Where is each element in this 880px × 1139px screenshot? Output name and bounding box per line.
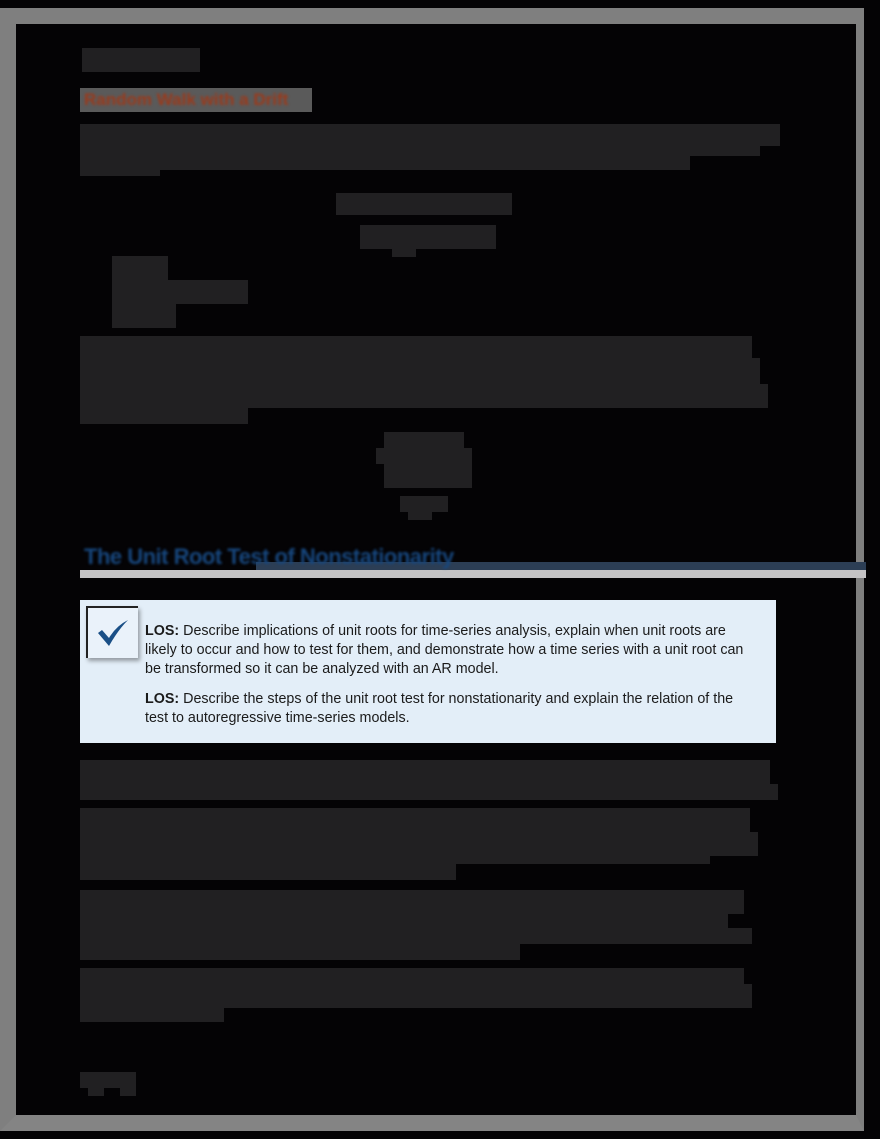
los-description: Describe implications of unit roots for time-series analysis, explain when unit roots are likely to occur and how to test for them, and demonstrate how a time series with a unit root can be transformed so it can be analyzed with an AR model. xyxy=(145,623,744,677)
check-tile xyxy=(86,606,138,658)
los-item xyxy=(145,622,745,679)
los-item xyxy=(145,690,745,728)
section-heading-block xyxy=(76,542,866,582)
los-label: LOS: xyxy=(145,623,180,639)
los-description: Describe the steps of the unit root test for nonstationarity and explain the relation of the test to autoregressive time-series models. xyxy=(145,691,734,726)
los-label: LOS: xyxy=(145,691,180,707)
sub-heading xyxy=(80,88,312,112)
running-header xyxy=(82,48,200,72)
los-text xyxy=(145,622,745,739)
sub-heading-text: Random Walk with a Drift xyxy=(84,90,289,109)
page-number xyxy=(80,1072,136,1096)
los-box xyxy=(80,600,776,743)
heading-rule-light xyxy=(80,570,866,578)
section-heading: The Unit Root Test of Nonstationarity xyxy=(84,544,454,569)
checkmark-icon xyxy=(96,618,130,648)
